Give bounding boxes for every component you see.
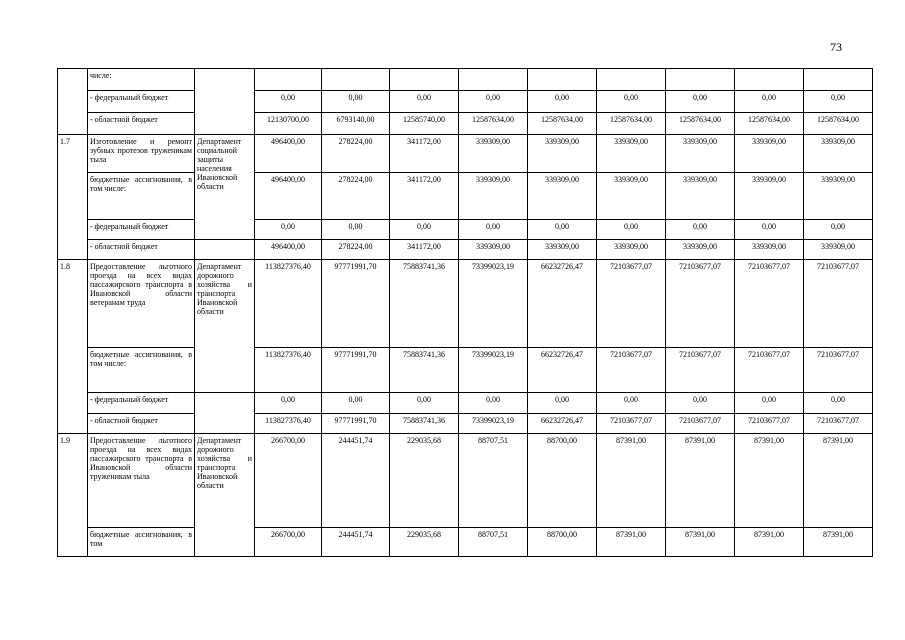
value-cell: 339309,00 [528, 173, 597, 220]
value-cell: 278224,00 [322, 240, 390, 260]
table-row [58, 348, 873, 393]
value-cell: 339309,00 [459, 173, 528, 220]
value-cell: 72103677,07 [597, 348, 666, 393]
row-index: 1.7 [58, 135, 88, 260]
table-row [58, 528, 873, 557]
value-cell [597, 69, 666, 91]
value-cell: 0,00 [390, 393, 459, 414]
value-cell: 88700,00 [528, 434, 597, 528]
value-cell: 72103677,07 [735, 348, 804, 393]
value-cell: 72103677,07 [597, 260, 666, 348]
table-row [58, 91, 873, 113]
row-description: - федеральный бюджет [88, 393, 195, 414]
value-cell [390, 69, 459, 91]
value-cell: 339309,00 [528, 240, 597, 260]
value-cell: 339309,00 [735, 240, 804, 260]
value-cell: 0,00 [666, 91, 735, 113]
value-cell: 12587634,00 [459, 113, 528, 135]
value-cell: 0,00 [804, 91, 873, 113]
value-cell: 0,00 [735, 393, 804, 414]
value-cell: 73399023,19 [459, 414, 528, 434]
value-cell: 496400,00 [255, 135, 322, 173]
row-description: - областной бюджет [88, 113, 195, 135]
value-cell: 0,00 [322, 220, 390, 240]
value-cell: 97771991,70 [322, 260, 390, 348]
department: Департамент дорожного хозяйства и транспорта Ивановской области [195, 260, 255, 393]
value-cell: 0,00 [597, 220, 666, 240]
row-index: 1.9 [58, 434, 88, 557]
value-cell: 88707,51 [459, 434, 528, 528]
row-description: - областной бюджет [88, 414, 195, 434]
value-cell: 0,00 [666, 393, 735, 414]
value-cell: 113827376,40 [255, 414, 322, 434]
value-cell: 12587634,00 [804, 113, 873, 135]
value-cell: 339309,00 [666, 173, 735, 220]
value-cell: 75883741,36 [390, 348, 459, 393]
row-description: Изготовление и ремонт зубных протезов труженикам тыла [88, 135, 195, 173]
value-cell: 72103677,07 [735, 260, 804, 348]
value-cell: 339309,00 [459, 240, 528, 260]
value-cell: 229035,68 [390, 528, 459, 557]
value-cell [528, 69, 597, 91]
value-cell: 72103677,07 [735, 414, 804, 434]
value-cell: 0,00 [666, 220, 735, 240]
value-cell: 113827376,40 [255, 260, 322, 348]
value-cell: 97771991,70 [322, 348, 390, 393]
value-cell: 0,00 [597, 91, 666, 113]
value-cell: 0,00 [735, 91, 804, 113]
value-cell: 66232726,47 [528, 260, 597, 348]
row-description: бюджетные ассигнования, в том числе: [88, 173, 195, 220]
value-cell: 341172,00 [390, 240, 459, 260]
table-row [58, 113, 873, 135]
value-cell: 0,00 [390, 91, 459, 113]
value-cell: 339309,00 [597, 173, 666, 220]
value-cell [735, 69, 804, 91]
row-description: Предоставление льготного проезда на всех видах пассажирского транспорта в Ивановской области ветеранам труда [88, 260, 195, 348]
value-cell: 72103677,07 [666, 348, 735, 393]
table-row [58, 240, 873, 260]
value-cell: 87391,00 [804, 434, 873, 528]
row-description: бюджетные ассигнования, в том числе: [88, 348, 195, 393]
value-cell: 66232726,47 [528, 414, 597, 434]
value-cell: 12587634,00 [528, 113, 597, 135]
value-cell: 341172,00 [390, 173, 459, 220]
value-cell: 339309,00 [666, 135, 735, 173]
value-cell: 339309,00 [666, 240, 735, 260]
value-cell: 0,00 [528, 220, 597, 240]
value-cell: 75883741,36 [390, 260, 459, 348]
table-row [58, 220, 873, 240]
value-cell: 12587634,00 [735, 113, 804, 135]
row-description: бюджетные ассигнования, в том [88, 528, 195, 557]
row-description: - федеральный бюджет [88, 91, 195, 113]
row-index: 1.8 [58, 260, 88, 434]
value-cell: 244451,74 [322, 528, 390, 557]
value-cell: 72103677,07 [804, 348, 873, 393]
value-cell: 0,00 [528, 91, 597, 113]
value-cell: 339309,00 [735, 173, 804, 220]
value-cell: 12585740,00 [390, 113, 459, 135]
budget-table [57, 68, 873, 557]
table-row [58, 173, 873, 220]
value-cell: 0,00 [459, 91, 528, 113]
value-cell: 66232726,47 [528, 348, 597, 393]
value-cell: 73399023,19 [459, 260, 528, 348]
value-cell: 496400,00 [255, 173, 322, 220]
value-cell: 87391,00 [597, 528, 666, 557]
table-row [58, 69, 873, 91]
row-description: - федеральный бюджет [88, 220, 195, 240]
value-cell: 87391,00 [666, 434, 735, 528]
value-cell: 496400,00 [255, 240, 322, 260]
value-cell: 12130700,00 [255, 113, 322, 135]
value-cell: 0,00 [804, 393, 873, 414]
value-cell: 87391,00 [597, 434, 666, 528]
value-cell: 339309,00 [597, 240, 666, 260]
value-cell: 87391,00 [666, 528, 735, 557]
value-cell: 0,00 [255, 220, 322, 240]
value-cell: 97771991,70 [322, 414, 390, 434]
value-cell: 72103677,07 [666, 414, 735, 434]
table-row [58, 393, 873, 414]
value-cell: 0,00 [597, 393, 666, 414]
value-cell: 339309,00 [804, 240, 873, 260]
value-cell: 0,00 [735, 220, 804, 240]
value-cell: 339309,00 [528, 135, 597, 173]
department: Департамент дорожного хозяйства и транспорта Ивановской области [195, 434, 255, 557]
value-cell: 87391,00 [735, 434, 804, 528]
value-cell: 266700,00 [255, 528, 322, 557]
value-cell: 244451,74 [322, 434, 390, 528]
value-cell: 0,00 [255, 91, 322, 113]
value-cell: 0,00 [804, 220, 873, 240]
table-row [58, 135, 873, 173]
page-number: 73 [830, 40, 842, 54]
value-cell: 87391,00 [735, 528, 804, 557]
value-cell: 341172,00 [390, 135, 459, 173]
value-cell: 339309,00 [735, 135, 804, 173]
value-cell: 278224,00 [322, 135, 390, 173]
row-index-cell [58, 69, 88, 135]
value-cell: 72103677,07 [597, 414, 666, 434]
value-cell: 87391,00 [804, 528, 873, 557]
value-cell: 75883741,36 [390, 414, 459, 434]
value-cell [666, 69, 735, 91]
value-cell: 6793140,00 [322, 113, 390, 135]
value-cell: 0,00 [459, 220, 528, 240]
value-cell: 0,00 [459, 393, 528, 414]
value-cell [459, 69, 528, 91]
value-cell: 278224,00 [322, 173, 390, 220]
value-cell: 0,00 [322, 393, 390, 414]
value-cell: 0,00 [322, 91, 390, 113]
value-cell: 339309,00 [804, 135, 873, 173]
value-cell: 113827376,40 [255, 348, 322, 393]
value-cell [255, 69, 322, 91]
value-cell: 339309,00 [804, 173, 873, 220]
department-cell [195, 240, 255, 260]
department-cell [195, 69, 255, 135]
department: Департамент социальной защиты населения Ивановской области [195, 135, 255, 240]
value-cell: 0,00 [255, 393, 322, 414]
value-cell: 339309,00 [459, 135, 528, 173]
table-row [58, 260, 873, 348]
row-description: числе: [88, 69, 195, 91]
value-cell: 0,00 [528, 393, 597, 414]
row-description: - областной бюджет [88, 240, 195, 260]
value-cell: 12587634,00 [597, 113, 666, 135]
value-cell: 72103677,07 [804, 260, 873, 348]
row-description: Предоставление льготного проезда на всех видах пассажирского транспорта в Ивановской области труженикам тыла [88, 434, 195, 528]
value-cell: 88700,00 [528, 528, 597, 557]
value-cell: 73399023,19 [459, 348, 528, 393]
value-cell: 72103677,07 [666, 260, 735, 348]
table-row [58, 414, 873, 434]
table-row [58, 434, 873, 528]
value-cell: 266700,00 [255, 434, 322, 528]
value-cell [804, 69, 873, 91]
value-cell: 88707,51 [459, 528, 528, 557]
department-cell [195, 393, 255, 434]
value-cell: 0,00 [390, 220, 459, 240]
value-cell: 72103677,07 [804, 414, 873, 434]
value-cell: 12587634,00 [666, 113, 735, 135]
value-cell [322, 69, 390, 91]
value-cell: 339309,00 [597, 135, 666, 173]
value-cell: 229035,68 [390, 434, 459, 528]
